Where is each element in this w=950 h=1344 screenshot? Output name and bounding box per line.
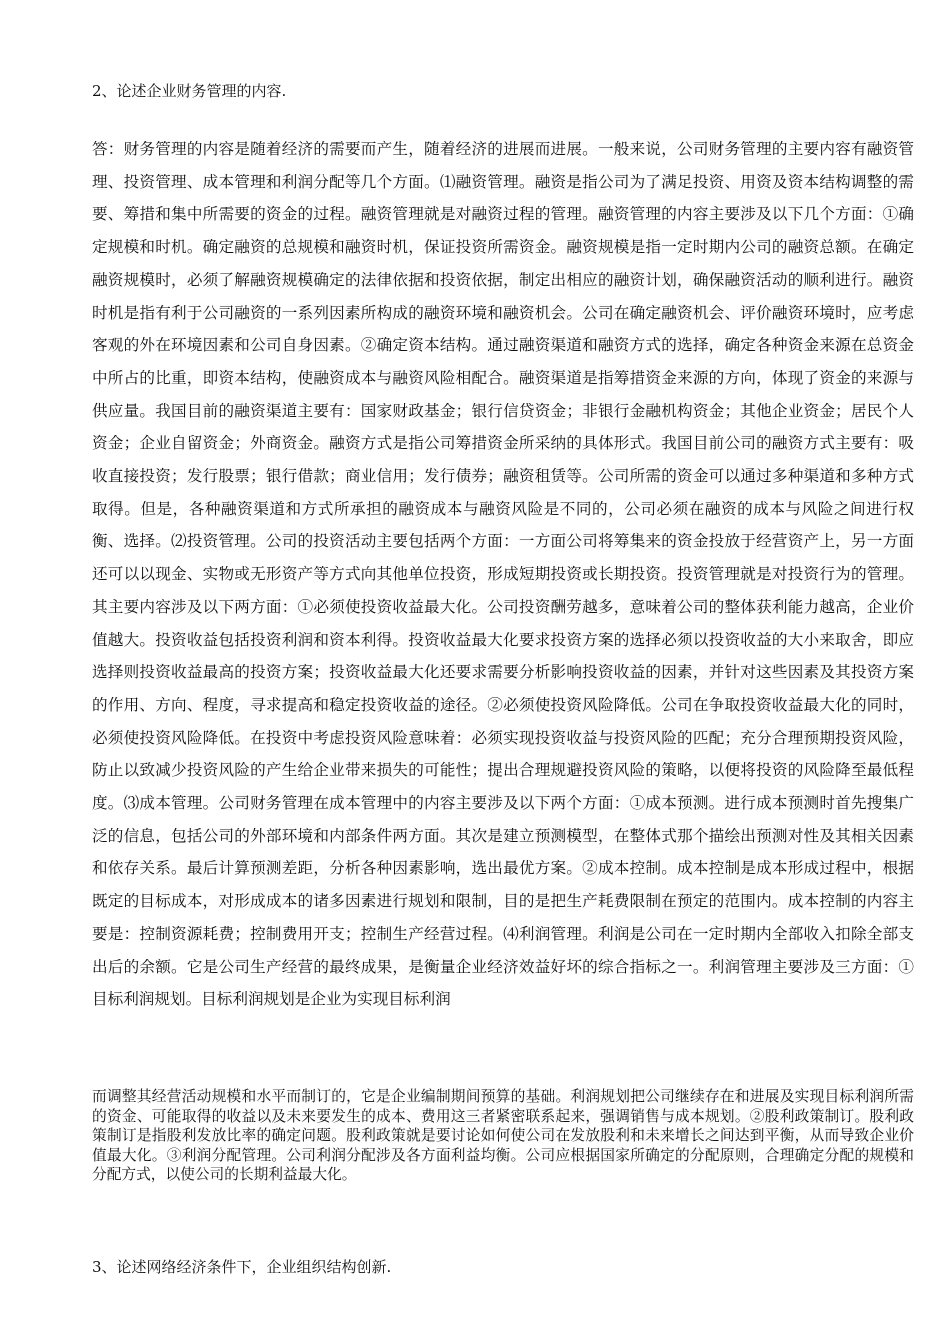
answer-paragraph: 答：财务管理的内容是随着经济的需要而产生，随着经济的进展而进展。一般来说，公司财务管理的主要内容有融资管理、投资管理、成本管理和利润分配等几个方面。⑴融资管理。融资是指公司为了满足投资、用资及资本结构调整的需要、筹措和集中所需要的资金的过程。融资管理就是对融资过程的管理。融资管理的内容主要涉及以下几个方面：①确定规模和时机。确定融资的总规模和融资时机，保证投资所需资金。融资规模是指一定时期内公司的融资总额。在确定融资规模时，必须了解融资规模确定的法律依据和投资依据，制定出相应的融资计划，确保融资活动的顺利进行。融资时机是指有利于公司融资的一系列因素所构成的融资环境和融资机会。公司在确定融资机会、评价融资环境时，应考虑客观的外在环境因素和公司自身因素。②确定资本结构。通过融资渠道和融资方式的选择，确定各种资金来源在总资金中所占的比重，即资本结构，使融资成本与融资风险相配合。融资渠道是指筹措资金来源的方向，体现了资金的来源与供应量。我国目前的融资渠道主要有：国家财政基金；银行信贷资金；非银行金融机构资金；其他企业资金；居民个人资金；企业自留资金；外商资金。融资方式是指公司筹措资金所采纳的具体形式。我国目前公司的融资方式主要有：吸收直接投资；发行股票；银行借款；商业信用；发行债券；融资租赁等。公司所需的资金可以通过多种渠道和多种方式取得。但是，各种融资渠道和方式所承担的融资成本与融资风险是不同的，公司必须在融资的成本与风险之间进行权衡、选择。⑵投资管理。公司的投资活动主要包括两个方面：一方面公司将筹集来的资金投放于经营资产上，另一方面还可以以现金、实物或无形资产等方式向其他单位投资，形成短期投资或长期投资。投资管理就是对投资行为的管理。其主要内容涉及以下两方面：①必须使投资收益最大化。公司投资酬劳越多，意味着公司的整体获利能力越高，企业价值越大。投资收益包括投资利润和资本利得。投资收益最大化要求投资方案的选择必须以投资收益的大小来取舍，即应选择则投资收益最高的投资方案；投资收益最大化还要求需要分析影响投资收益的因素，并针对这些因素及其投资方案的作用、方向、程度，寻求提高和稳定投资收益的途径。②必须使投资风险降低。公司在争取投资收益最大化的同时，必须使投资风险降低。在投资中考虑投资风险意味着：必须实现投资收益与投资风险的匹配；充分合理预期投资风险，防止以致减少投资风险的产生给企业带来损失的可能性；提出合理规避投资风险的策略，以便将投资的风险降至最低程度。⑶成本管理。公司财务管理在成本管理中的内容主要涉及以下两个方面：①成本预测。进行成本预测时首先搜集广泛的信息，包括公司的外部环境和内部条件两方面。其次是建立预测模型，在整体式那个描绘出预测对性及其相关因素和依存关系。最后计算预测差距，分析各种因素影响，选出最优方案。②成本控制。成本控制是成本形成过程中，根据既定的目标成本，对形成成本的诸多因素进行规划和限制，目的是把生产耗费限制在预定的范围内。成本控制的内容主要是：控制资源耗费；控制费用开支；控制生产经营过程。⑷利润管理。利润是公司在一定时期内全部收入扣除全部支出后的余额。它是公司生产经营的最终成果，是衡量企业经济效益好坏的综合指标之一。利润管理主要涉及三方面：①目标利润规划。目标利润规划是企业为实现目标利润 <box>92 140 914 1009</box>
answer-continuation-paragraph: 而调整其经营活动规模和水平而制订的，它是企业编制期间预算的基础。利润规划把公司继续存在和进展及实现目标利润所需的资金、可能取得的收益以及未来要发生的成本、费用这三者紧密联系起来，强调销售与成本规划。②股利政策制订。股利政策制订是指股利发放比率的确定问题。股利政策就是要讨论如何使公司在发放股利和未来增长之间达到平衡，从而导致企业价值最大化。③利润分配管理。公司利润分配涉及各方面利益均衡。公司应根据国家所确定的分配原则，合理确定分配的规模和分配方式，以使公司的长期利益最大化。 <box>92 1088 914 1183</box>
question-2-heading: 2、论述企业财务管理的内容. <box>92 82 287 100</box>
question-3-heading: 3、论述网络经济条件下，企业组织结构创新. <box>92 1258 392 1276</box>
